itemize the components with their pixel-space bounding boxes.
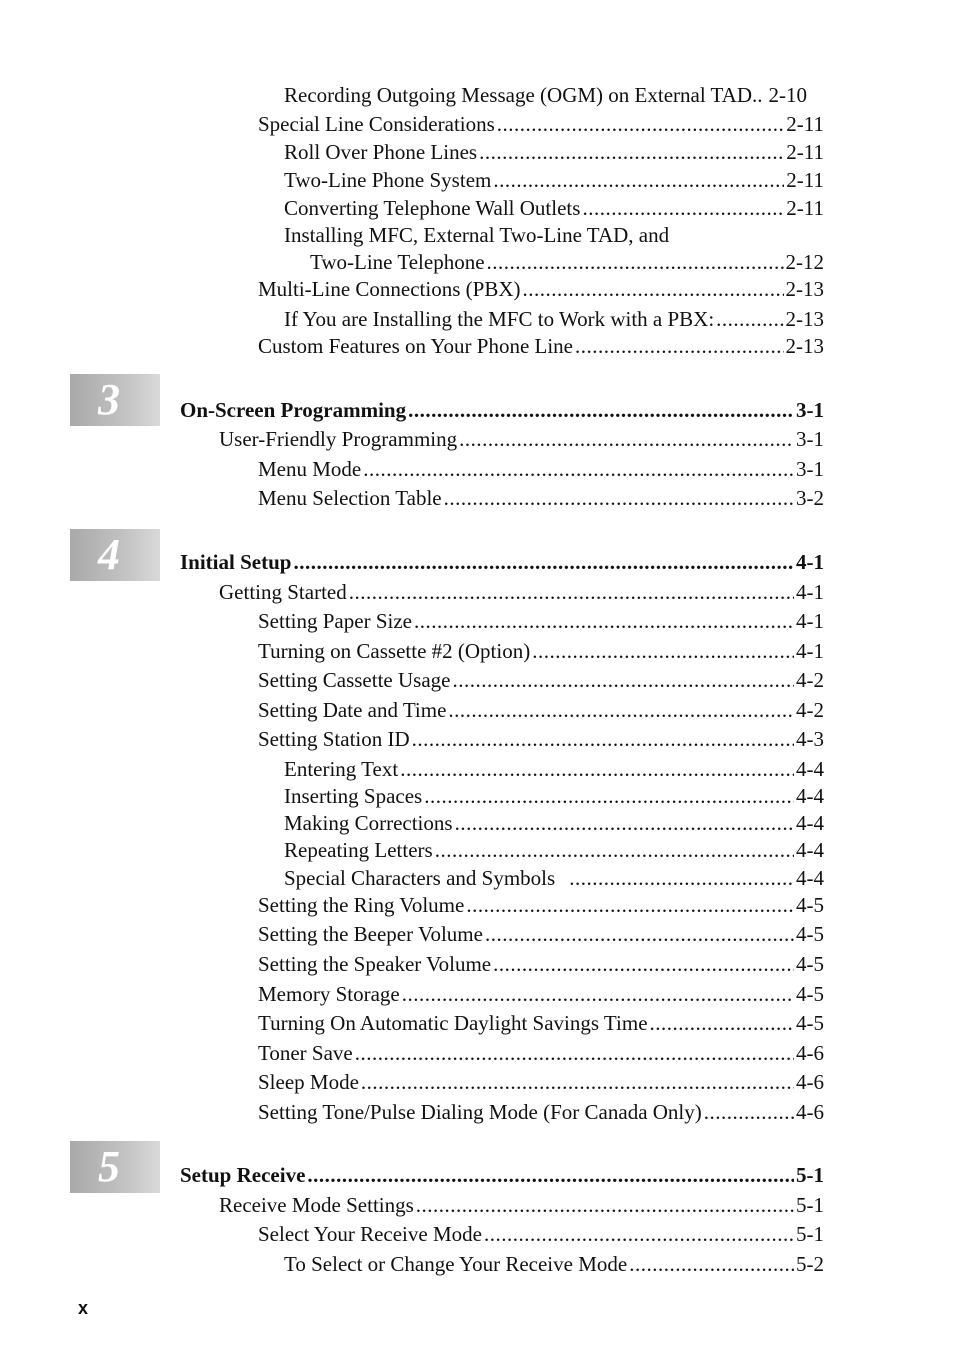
dot-leader xyxy=(414,608,794,634)
chapter-heading: On-Screen Programming ..... 3-1 xyxy=(180,397,824,423)
toc-entry: Making Corrections ..... 4-4 xyxy=(284,810,824,836)
chapter-number: 3 xyxy=(98,375,120,424)
dot-leader xyxy=(448,697,794,723)
dot-leader xyxy=(307,1162,794,1188)
toc-entry: To Select or Change Your Receive Mode ..... 5-2 xyxy=(284,1251,824,1277)
chapter-heading: Setup Receive ..... 5-1 xyxy=(180,1162,824,1188)
toc-entry: Turning On Automatic Daylight Savings Time ..... 4-5 xyxy=(258,1010,824,1036)
toc-entry: Setting Station ID ..... 4-3 xyxy=(258,726,824,752)
toc-entry: User-Friendly Programming ..... 3-1 xyxy=(219,426,824,452)
dot-leader xyxy=(575,333,784,359)
dot-leader xyxy=(704,1099,794,1125)
dot-leader xyxy=(424,783,794,809)
toc-entry: Toner Save ..... 4-6 xyxy=(258,1040,824,1066)
toc-entry: Sleep Mode ..... 4-6 xyxy=(258,1069,824,1095)
dot-leader xyxy=(532,638,794,664)
toc-entry: Roll Over Phone Lines ..... 2-11 xyxy=(284,139,824,165)
toc-entry: Multi-Line Connections (PBX) ..... 2-13 xyxy=(258,276,824,302)
dot-leader xyxy=(452,667,794,693)
toc-entry: Setting Cassette Usage ..... 4-2 xyxy=(258,667,824,693)
toc-entry: Getting Started ..... 4-1 xyxy=(219,579,824,605)
toc-entry: Turning on Cassette #2 (Option) ..... 4-1 xyxy=(258,638,824,664)
toc-entry: Setting Tone/Pulse Dialing Mode (For Canada Only) ..... 4-6 xyxy=(258,1099,824,1125)
dot-leader xyxy=(485,921,794,947)
dot-leader xyxy=(484,1221,794,1247)
dot-leader xyxy=(444,485,794,511)
toc-entry: Menu Selection Table ..... 3-2 xyxy=(258,485,824,511)
dot-leader xyxy=(455,810,794,836)
dot-leader xyxy=(355,1040,794,1066)
dot-leader xyxy=(716,306,783,332)
dot-leader xyxy=(412,726,794,752)
dot-leader xyxy=(582,195,784,221)
toc-entry: Converting Telephone Wall Outlets ..... 2-11 xyxy=(284,195,824,221)
dot-leader xyxy=(361,1069,794,1095)
toc-entry: Memory Storage ..... 4-5 xyxy=(258,981,824,1007)
toc-entry: Receive Mode Settings ..... 5-1 xyxy=(219,1192,824,1218)
dot-leader xyxy=(293,549,794,575)
toc-entry: Two-Line Telephone ..... 2-12 xyxy=(310,249,824,275)
chapter-number: 5 xyxy=(98,1142,120,1191)
chapter-tab-5 xyxy=(70,1141,160,1193)
toc-entry: Setting the Beeper Volume ..... 4-5 xyxy=(258,921,824,947)
toc-entry: Recording Outgoing Message (OGM) on External TAD.. 2-10 xyxy=(284,83,808,107)
dot-leader xyxy=(402,981,794,1007)
dot-leader xyxy=(497,111,784,137)
dot-leader xyxy=(459,426,794,452)
toc-entry: Special Line Considerations ..... 2-11 xyxy=(258,111,824,137)
toc-entry: Setting Date and Time ..... 4-2 xyxy=(258,697,824,723)
dot-leader xyxy=(629,1251,794,1277)
toc-entry: Setting the Speaker Volume ..... 4-5 xyxy=(258,951,824,977)
page-number: x xyxy=(78,1298,89,1318)
toc-entry: Repeating Letters ..... 4-4 xyxy=(284,837,824,863)
dot-leader xyxy=(466,892,794,918)
dot-leader xyxy=(435,837,794,863)
toc-entry: If You are Installing the MFC to Work with a PBX: ..... 2-13 xyxy=(284,306,824,332)
chapter-heading: Initial Setup ..... 4-1 xyxy=(180,549,824,575)
toc-entry: Setting Paper Size ..... 4-1 xyxy=(258,608,824,634)
chapter-tab-3 xyxy=(70,374,160,426)
dot-leader xyxy=(522,276,783,302)
chapter-tab-4 xyxy=(70,529,160,581)
toc-entry: Two-Line Phone System ..... 2-11 xyxy=(284,167,824,193)
dot-leader xyxy=(400,756,794,782)
dot-leader xyxy=(349,579,794,605)
dot-leader xyxy=(650,1010,794,1036)
dot-leader xyxy=(569,865,794,891)
dot-leader xyxy=(363,456,794,482)
toc-entry: Custom Features on Your Phone Line ..... 2-13 xyxy=(258,333,824,359)
dot-leader xyxy=(408,397,794,423)
dot-leader xyxy=(416,1192,794,1218)
dot-leader xyxy=(487,249,784,275)
dot-leader xyxy=(493,167,784,193)
dot-leader xyxy=(493,951,794,977)
chapter-number: 4 xyxy=(98,530,120,579)
dot-leader xyxy=(479,139,784,165)
toc-entry: Setting the Ring Volume ..... 4-5 xyxy=(258,892,824,918)
toc-entry: Menu Mode ..... 3-1 xyxy=(258,456,824,482)
toc-entry: Entering Text ..... 4-4 xyxy=(284,756,824,782)
toc-entry-text: Installing MFC, External Two-Line TAD, and xyxy=(284,223,670,247)
toc-entry: Special Characters and Symbols ..... 4-4 xyxy=(284,865,824,891)
toc-entry: Inserting Spaces ..... 4-4 xyxy=(284,783,824,809)
toc-entry: Select Your Receive Mode ..... 5-1 xyxy=(258,1221,824,1247)
